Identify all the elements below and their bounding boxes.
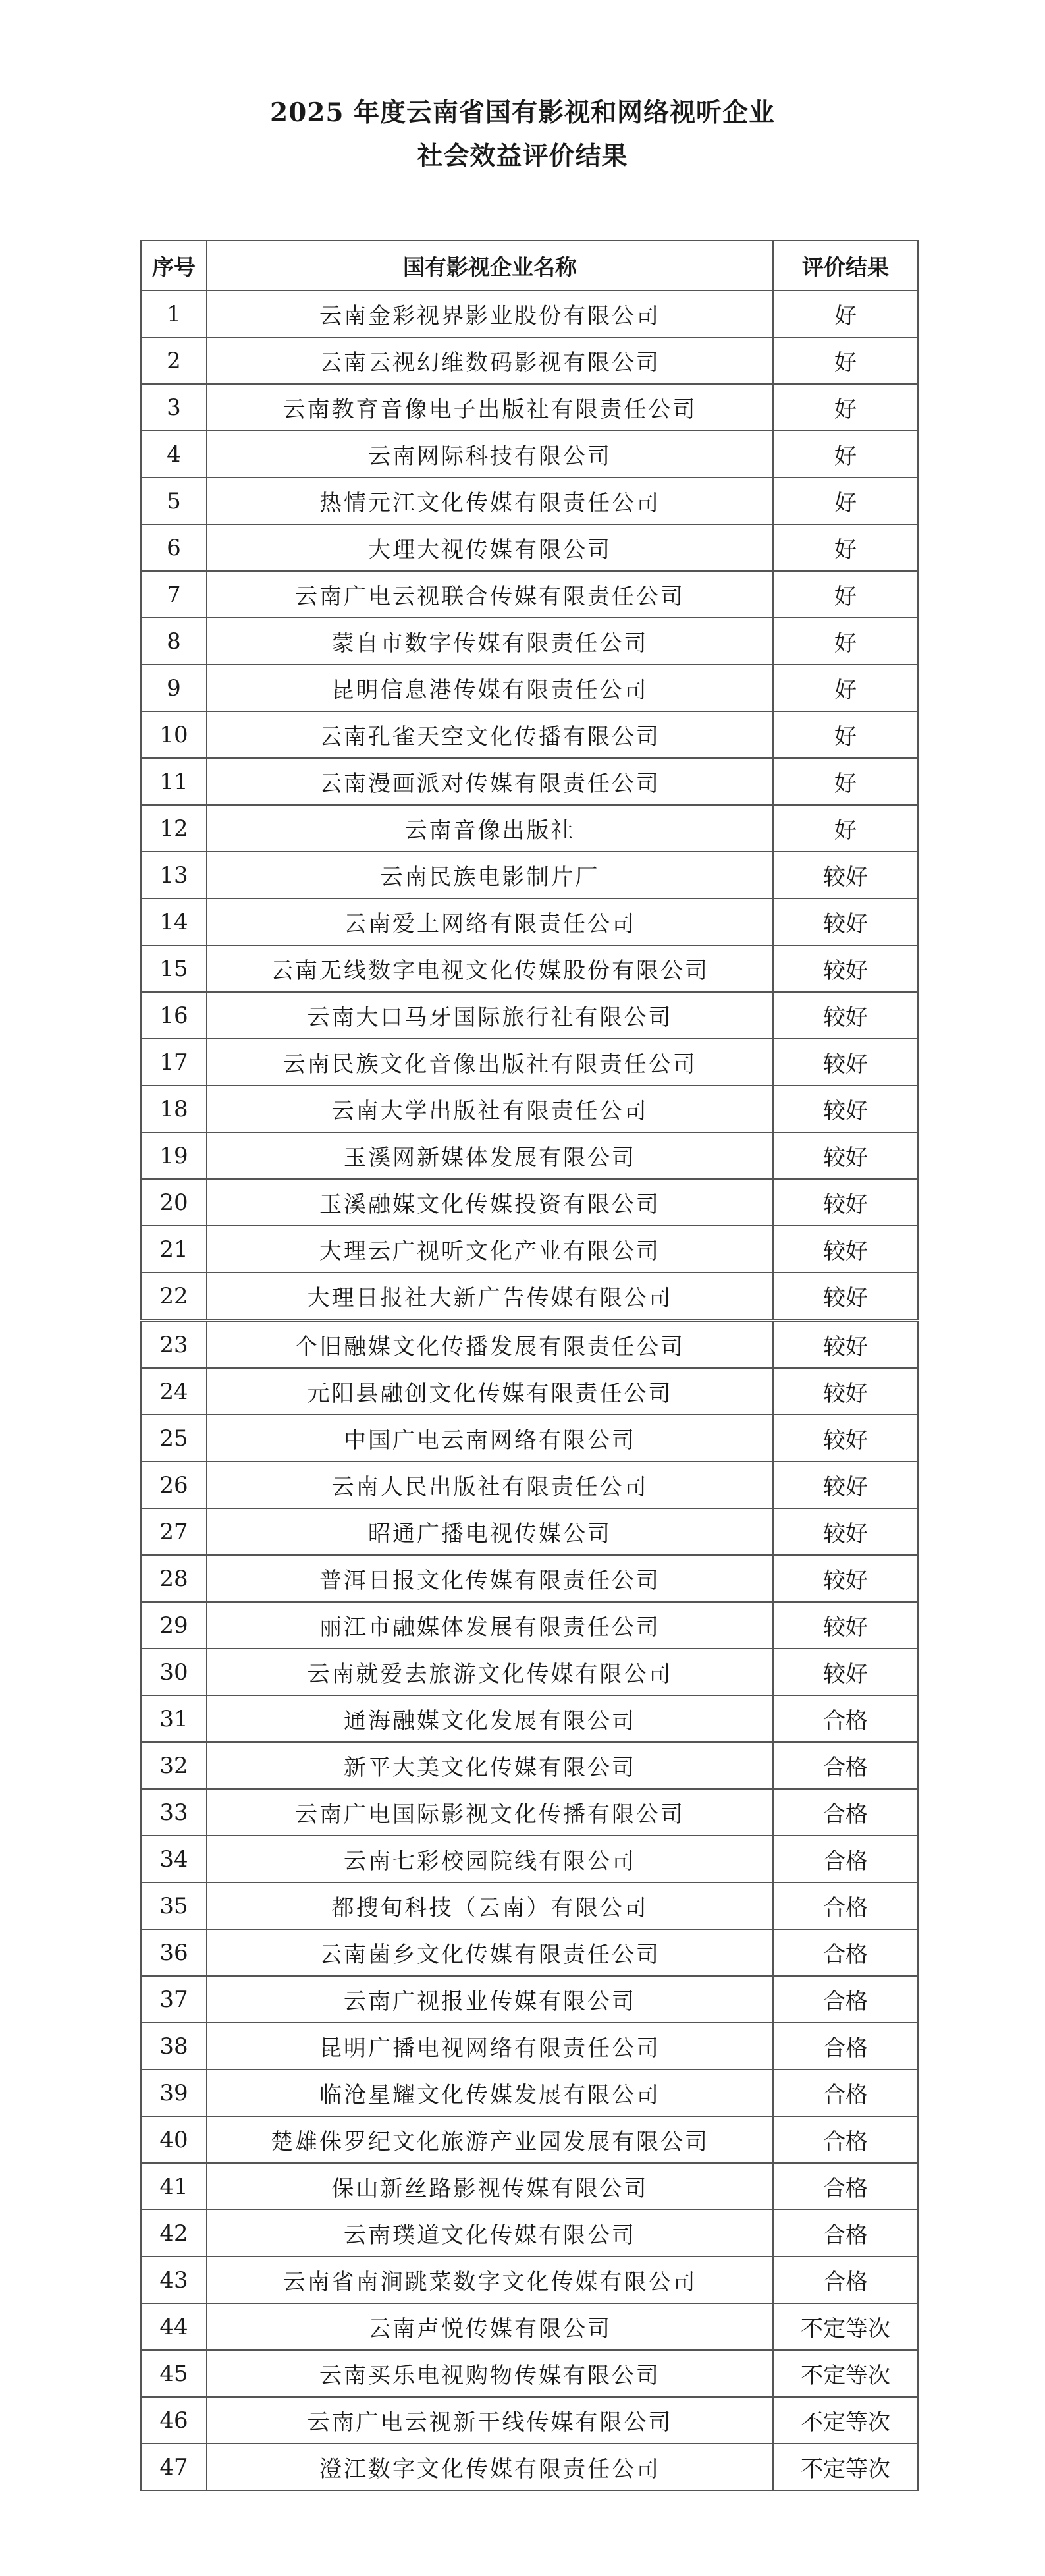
row-index: 31 <box>141 1695 207 1742</box>
evaluation-result: 合格 <box>773 2257 918 2303</box>
table-row <box>141 1976 918 2023</box>
company-name: 通海融媒文化发展有限公司 <box>207 1695 773 1742</box>
table-body-part1 <box>141 290 918 1319</box>
evaluation-result: 合格 <box>773 2163 918 2210</box>
table-row <box>141 1415 918 1462</box>
row-index: 10 <box>141 711 207 758</box>
company-name: 澄江数字文化传媒有限责任公司 <box>207 2444 773 2490</box>
row-index: 5 <box>141 478 207 524</box>
table-row <box>141 290 918 337</box>
company-name: 云南孔雀天空文化传播有限公司 <box>207 711 773 758</box>
evaluation-result: 好 <box>773 805 918 852</box>
row-index: 8 <box>141 618 207 665</box>
evaluation-result: 不定等次 <box>773 2350 918 2397</box>
row-index: 13 <box>141 852 207 898</box>
evaluation-result: 较好 <box>773 898 918 945</box>
table-row <box>141 2116 918 2163</box>
table-row <box>141 945 918 992</box>
company-name: 云南教育音像电子出版社有限责任公司 <box>207 384 773 431</box>
table-row <box>141 1368 918 1415</box>
table-row <box>141 1321 918 1368</box>
row-index: 27 <box>141 1508 207 1555</box>
row-index: 28 <box>141 1555 207 1602</box>
evaluation-result: 较好 <box>773 1085 918 1132</box>
company-name: 昆明广播电视网络有限责任公司 <box>207 2023 773 2069</box>
row-index: 37 <box>141 1976 207 2023</box>
company-name: 云南音像出版社 <box>207 805 773 852</box>
row-index: 29 <box>141 1602 207 1649</box>
evaluation-result: 较好 <box>773 1462 918 1508</box>
company-name: 临沧星耀文化传媒发展有限公司 <box>207 2069 773 2116</box>
evaluation-result: 较好 <box>773 1273 918 1319</box>
evaluation-result: 好 <box>773 711 918 758</box>
company-name: 昭通广播电视传媒公司 <box>207 1508 773 1555</box>
company-name: 云南菌乡文化传媒有限责任公司 <box>207 1929 773 1976</box>
evaluation-result: 好 <box>773 431 918 478</box>
evaluation-result: 好 <box>773 571 918 618</box>
table-row <box>141 2069 918 2116</box>
header-result: 评价结果 <box>773 240 918 290</box>
evaluation-result: 合格 <box>773 2210 918 2257</box>
table-row <box>141 1929 918 1976</box>
evaluation-result: 较好 <box>773 1226 918 1273</box>
evaluation-result: 较好 <box>773 1602 918 1649</box>
evaluation-result: 较好 <box>773 1132 918 1179</box>
table-row <box>141 898 918 945</box>
company-name: 个旧融媒文化传播发展有限责任公司 <box>207 1321 773 1368</box>
evaluation-result: 较好 <box>773 1368 918 1415</box>
evaluation-result: 好 <box>773 478 918 524</box>
table-row <box>141 1179 918 1226</box>
table-row <box>141 1085 918 1132</box>
table-row <box>141 1555 918 1602</box>
evaluation-result: 不定等次 <box>773 2303 918 2350</box>
table-row <box>141 524 918 571</box>
evaluation-result: 合格 <box>773 1929 918 1976</box>
table-header-row <box>141 240 918 290</box>
evaluation-result: 不定等次 <box>773 2397 918 2444</box>
row-index: 4 <box>141 431 207 478</box>
company-name: 昆明信息港传媒有限责任公司 <box>207 665 773 711</box>
evaluation-result: 好 <box>773 384 918 431</box>
row-index: 39 <box>141 2069 207 2116</box>
evaluation-result: 合格 <box>773 2069 918 2116</box>
evaluation-result: 合格 <box>773 1836 918 1882</box>
row-index: 16 <box>141 992 207 1039</box>
company-name: 丽江市融媒体发展有限责任公司 <box>207 1602 773 1649</box>
table-row <box>141 1742 918 1789</box>
row-index: 45 <box>141 2350 207 2397</box>
row-index: 30 <box>141 1649 207 1695</box>
row-index: 3 <box>141 384 207 431</box>
table-row <box>141 1226 918 1273</box>
table-row <box>141 2023 918 2069</box>
company-name: 云南金彩视界影业股份有限公司 <box>207 290 773 337</box>
company-name: 云南大学出版社有限责任公司 <box>207 1085 773 1132</box>
company-name: 云南就爱去旅游文化传媒有限公司 <box>207 1649 773 1695</box>
company-name: 云南爱上网络有限责任公司 <box>207 898 773 945</box>
results-table-part2 <box>140 1321 919 2491</box>
company-name: 玉溪融媒文化传媒投资有限公司 <box>207 1179 773 1226</box>
row-index: 23 <box>141 1321 207 1368</box>
table-row <box>141 758 918 805</box>
table-row <box>141 478 918 524</box>
evaluation-result: 好 <box>773 524 918 571</box>
evaluation-result: 不定等次 <box>773 2444 918 2490</box>
results-table-part1 <box>140 240 919 1320</box>
table-row <box>141 1273 918 1319</box>
evaluation-result: 合格 <box>773 1789 918 1836</box>
company-name: 蒙自市数字传媒有限责任公司 <box>207 618 773 665</box>
company-name: 中国广电云南网络有限公司 <box>207 1415 773 1462</box>
row-index: 1 <box>141 290 207 337</box>
company-name: 保山新丝路影视传媒有限公司 <box>207 2163 773 2210</box>
company-name: 热情元江文化传媒有限责任公司 <box>207 478 773 524</box>
row-index: 11 <box>141 758 207 805</box>
table-row <box>141 384 918 431</box>
company-name: 楚雄侏罗纪文化旅游产业园发展有限公司 <box>207 2116 773 2163</box>
table-row <box>141 1789 918 1836</box>
company-name: 都搜旬科技（云南）有限公司 <box>207 1882 773 1929</box>
row-index: 42 <box>141 2210 207 2257</box>
company-name: 云南省南涧跳菜数字文化传媒有限公司 <box>207 2257 773 2303</box>
company-name: 云南云视幻维数码影视有限公司 <box>207 337 773 384</box>
evaluation-result: 合格 <box>773 1695 918 1742</box>
evaluation-result: 好 <box>773 665 918 711</box>
document-title-line2: 社会效益评价结果 <box>417 141 628 171</box>
table-body-part2 <box>141 1321 918 2490</box>
company-name: 新平大美文化传媒有限公司 <box>207 1742 773 1789</box>
company-name: 云南广视报业传媒有限公司 <box>207 1976 773 2023</box>
table-row <box>141 2444 918 2490</box>
evaluation-result: 合格 <box>773 1742 918 1789</box>
evaluation-result: 好 <box>773 758 918 805</box>
table-row <box>141 852 918 898</box>
table-row <box>141 665 918 711</box>
table-row <box>141 1695 918 1742</box>
table-row <box>141 618 918 665</box>
evaluation-result: 较好 <box>773 1321 918 1368</box>
row-index: 46 <box>141 2397 207 2444</box>
row-index: 2 <box>141 337 207 384</box>
evaluation-result: 较好 <box>773 1415 918 1462</box>
row-index: 9 <box>141 665 207 711</box>
table-row <box>141 2350 918 2397</box>
table-row <box>141 711 918 758</box>
row-index: 21 <box>141 1226 207 1273</box>
row-index: 40 <box>141 2116 207 2163</box>
row-index: 41 <box>141 2163 207 2210</box>
evaluation-result: 较好 <box>773 1179 918 1226</box>
header-company-name: 国有影视企业名称 <box>207 240 773 290</box>
table-row <box>141 2397 918 2444</box>
row-index: 22 <box>141 1273 207 1319</box>
row-index: 35 <box>141 1882 207 1929</box>
row-index: 7 <box>141 571 207 618</box>
company-name: 云南人民出版社有限责任公司 <box>207 1462 773 1508</box>
evaluation-result: 好 <box>773 337 918 384</box>
row-index: 15 <box>141 945 207 992</box>
evaluation-result: 较好 <box>773 1555 918 1602</box>
company-name: 元阳县融创文化传媒有限责任公司 <box>207 1368 773 1415</box>
company-name: 大理日报社大新广告传媒有限公司 <box>207 1273 773 1319</box>
evaluation-result: 好 <box>773 618 918 665</box>
company-name: 大理云广视听文化产业有限公司 <box>207 1226 773 1273</box>
table-row <box>141 1836 918 1882</box>
company-name: 云南网际科技有限公司 <box>207 431 773 478</box>
table-row <box>141 2210 918 2257</box>
table-row <box>141 805 918 852</box>
evaluation-result: 较好 <box>773 945 918 992</box>
evaluation-result: 合格 <box>773 1882 918 1929</box>
row-index: 17 <box>141 1039 207 1085</box>
table-row <box>141 1508 918 1555</box>
company-name: 云南大口马牙国际旅行社有限公司 <box>207 992 773 1039</box>
evaluation-result: 较好 <box>773 992 918 1039</box>
row-index: 38 <box>141 2023 207 2069</box>
company-name: 云南民族文化音像出版社有限责任公司 <box>207 1039 773 1085</box>
row-index: 24 <box>141 1368 207 1415</box>
row-index: 44 <box>141 2303 207 2350</box>
company-name: 云南漫画派对传媒有限责任公司 <box>207 758 773 805</box>
table-row <box>141 431 918 478</box>
document-title-line1: 2025 年度云南省国有影视和网络视听企业 <box>269 97 776 128</box>
table-row <box>141 1039 918 1085</box>
row-index: 6 <box>141 524 207 571</box>
company-name: 云南璞道文化传媒有限公司 <box>207 2210 773 2257</box>
row-index: 12 <box>141 805 207 852</box>
evaluation-result: 合格 <box>773 2116 918 2163</box>
company-name: 云南声悦传媒有限公司 <box>207 2303 773 2350</box>
table-row <box>141 2303 918 2350</box>
table-row <box>141 1602 918 1649</box>
company-name: 云南广电云视新干线传媒有限公司 <box>207 2397 773 2444</box>
table-row <box>141 337 918 384</box>
company-name: 普洱日报文化传媒有限责任公司 <box>207 1555 773 1602</box>
evaluation-result: 好 <box>773 290 918 337</box>
table-row <box>141 2257 918 2303</box>
row-index: 32 <box>141 1742 207 1789</box>
header-index: 序号 <box>141 240 207 290</box>
table-row <box>141 2163 918 2210</box>
company-name: 大理大视传媒有限公司 <box>207 524 773 571</box>
company-name: 云南七彩校园院线有限公司 <box>207 1836 773 1882</box>
evaluation-result: 较好 <box>773 1508 918 1555</box>
row-index: 19 <box>141 1132 207 1179</box>
table-row <box>141 1462 918 1508</box>
evaluation-result: 较好 <box>773 1649 918 1695</box>
evaluation-result: 较好 <box>773 1039 918 1085</box>
row-index: 34 <box>141 1836 207 1882</box>
evaluation-result: 合格 <box>773 2023 918 2069</box>
table-row <box>141 571 918 618</box>
table-row <box>141 1882 918 1929</box>
evaluation-result: 合格 <box>773 1976 918 2023</box>
company-name: 云南广电云视联合传媒有限责任公司 <box>207 571 773 618</box>
company-name: 云南广电国际影视文化传播有限公司 <box>207 1789 773 1836</box>
row-index: 25 <box>141 1415 207 1462</box>
row-index: 14 <box>141 898 207 945</box>
row-index: 36 <box>141 1929 207 1976</box>
row-index: 18 <box>141 1085 207 1132</box>
evaluation-result: 较好 <box>773 852 918 898</box>
row-index: 43 <box>141 2257 207 2303</box>
company-name: 云南民族电影制片厂 <box>207 852 773 898</box>
table-row <box>141 992 918 1039</box>
table-row <box>141 1132 918 1179</box>
table-row <box>141 1649 918 1695</box>
company-name: 云南买乐电视购物传媒有限公司 <box>207 2350 773 2397</box>
company-name: 云南无线数字电视文化传媒股份有限公司 <box>207 945 773 992</box>
row-index: 26 <box>141 1462 207 1508</box>
row-index: 20 <box>141 1179 207 1226</box>
company-name: 玉溪网新媒体发展有限公司 <box>207 1132 773 1179</box>
row-index: 47 <box>141 2444 207 2490</box>
row-index: 33 <box>141 1789 207 1836</box>
